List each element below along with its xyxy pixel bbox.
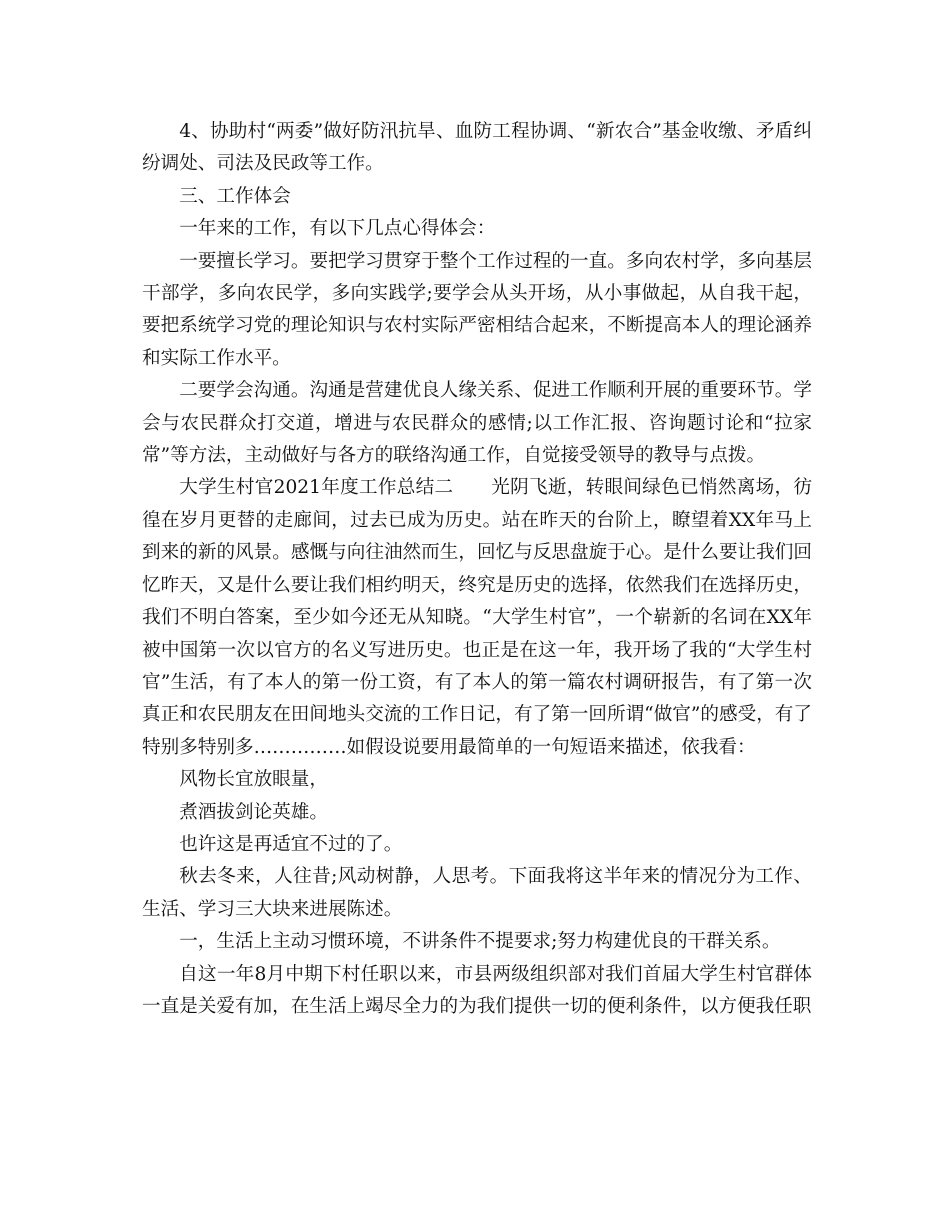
document-page — [142, 116, 812, 1023]
poem-line-1: 风物长宜放眼量， — [179, 769, 328, 791]
paragraph-intro: 一年来的工作，有以下几点心得体会： — [179, 218, 496, 240]
poem-line-2: 煮酒拔剑论英雄。 — [179, 801, 328, 823]
section-heading-work-experience: 三、工作体会 — [179, 185, 291, 207]
paragraph-communication: 二要学会沟通。沟通是营建优良人缘关系、促进工作顺利开展的重要环节。学会与农民群众打交道，增进与农民群众的感情;以工作汇报、咨询题讨论和“拉家常”等方法，主动做好与各方的联络沟通工作，自觉接受领导的教导与点拨。 — [142, 380, 812, 467]
paragraph-summary-two: 大学生村官2021年度工作总结二 光阴飞逝，转眼间绿色已悄然离场，彷徨在岁月更替的走廊间，过去已成为历史。站在昨天的台阶上，瞭望着XX年马上到来的新的风景。感慨与向往油然而生，回忆与反思盘旋于心。是什么要让我们回忆昨天，又是什么要让我们相约明天，终究是历史的选择，依然我们在选择历史，我们不明白答案，至少如今还无从知晓。“大学生村官”，一个崭新的名词在XX年被中国第一次以官方的名义写进历史。也正是在这一年，我开场了我的“大学生村官”生活，有了本人的第一份工资，有了本人的第一篇农村调研报告，有了第一次真正和农民朋友在田间地头交流的工作日记，有了第一回所谓“做官”的感受，有了特别多特别多……………如假设说要用最简单的一句短语来描述，依我看： — [142, 477, 812, 758]
paragraph-remark: 也许这是再适宜不过的了。 — [179, 833, 403, 855]
paragraph-item-4: 4、协助村“两委”做好防汛抗旱、血防工程协调、“新农合”基金收缴、矛盾纠纷调处、司法及民政等工作。 — [142, 121, 812, 175]
paragraph-learning: 一要擅长学习。要把学习贯穿于整个工作过程的一直。多向农村学，多向基层干部学，多向农民学，多向实践学;要学会从头开场，从小事做起，从自我干起，要把系统学习党的理论知识与农村实际严密相结合起来，不断提高本人的理论涵养和实际工作水平。 — [142, 250, 812, 369]
paragraph-life-heading: 一，生活上主动习惯环境，不讲条件不提要求;努力构建优良的干群关系。 — [179, 931, 781, 953]
paragraph-life-detail: 自这一年8月中期下村任职以来，市县两级组织部对我们首届大学生村官群体一直是关爱有加，在生活上竭尽全力的为我们提供一切的便利条件，以方便我任职 — [142, 963, 812, 1017]
paragraph-overview: 秋去冬来，人往昔;风动树静，人思考。下面我将这半年来的情况分为工作、生活、学习三大块来进展陈述。 — [142, 866, 812, 920]
